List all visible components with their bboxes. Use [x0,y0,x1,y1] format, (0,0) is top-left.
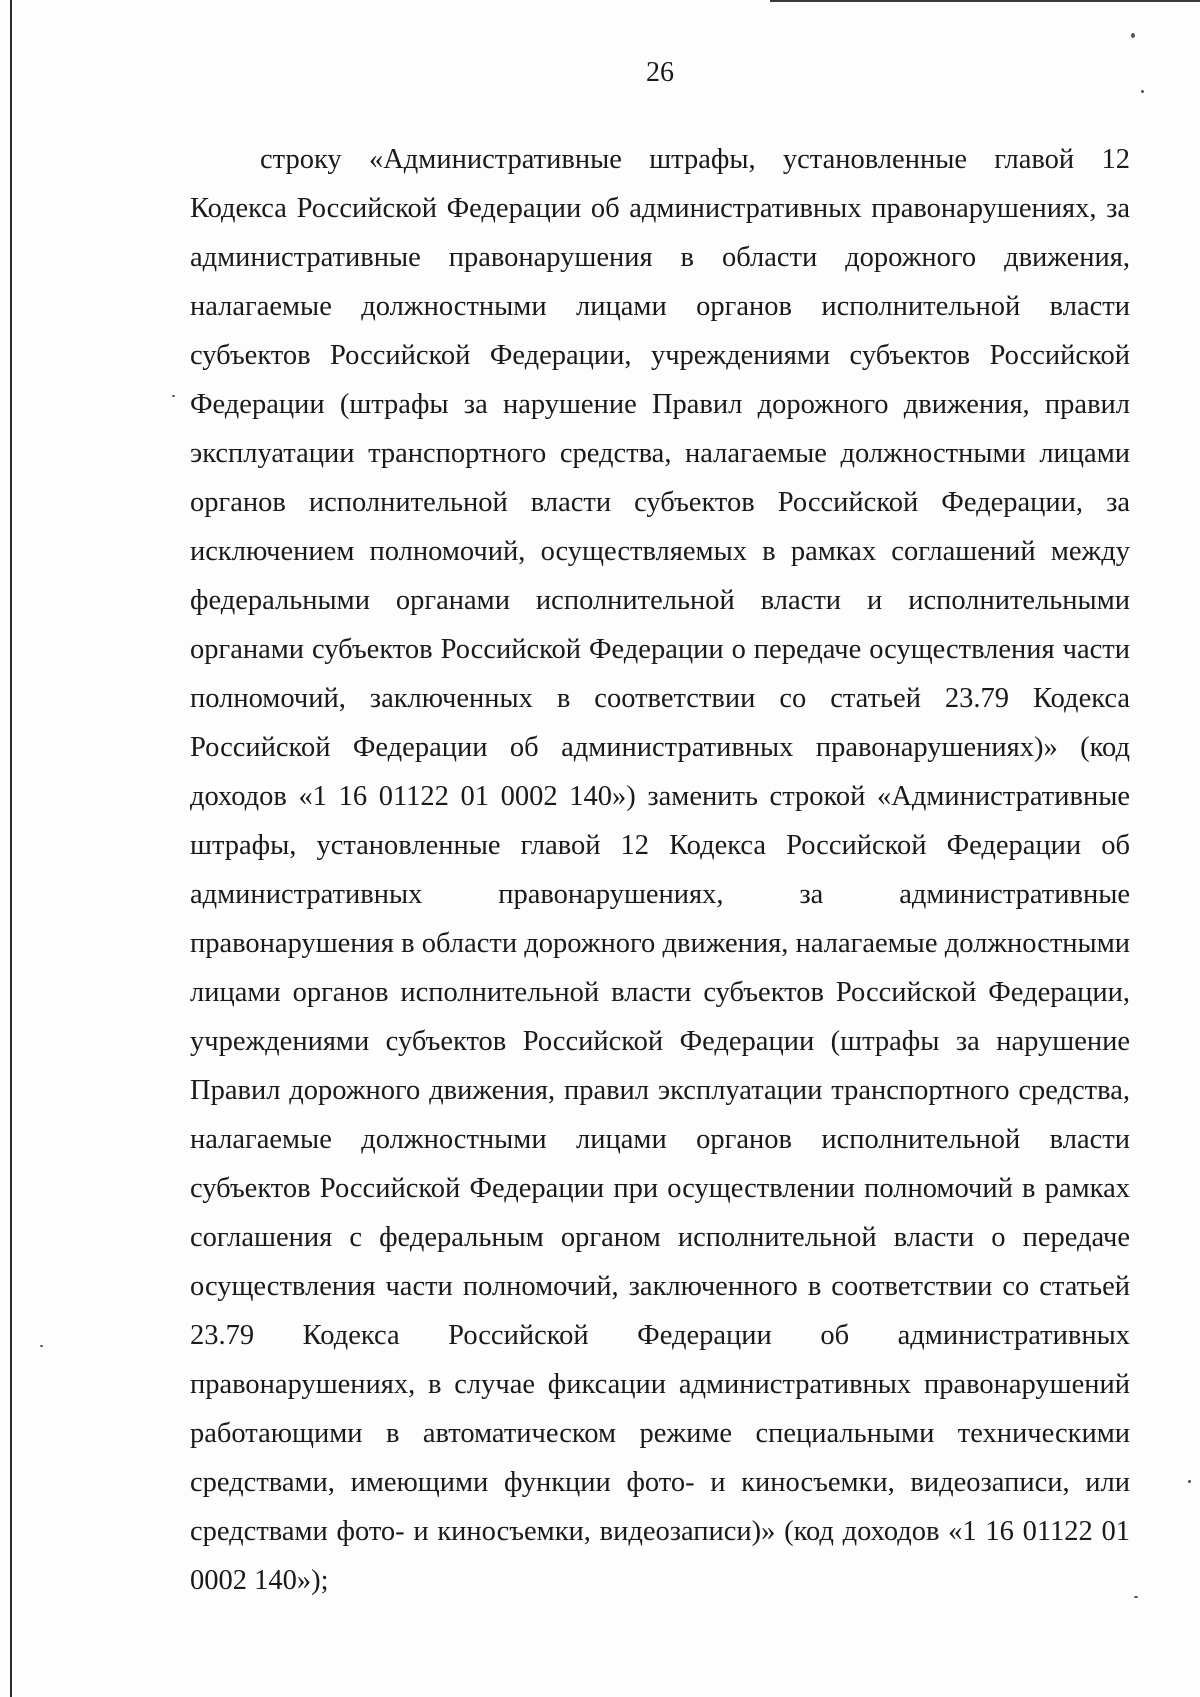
scan-speck [1141,90,1144,93]
scan-left-edge-line [10,0,12,1697]
scan-speck [1134,1596,1138,1598]
body-paragraph: строку «Административные штрафы, установленные главой 12 Кодекса Российской Федерации об административных правонарушениях, за административные правонарушения в области дорожного движения, налагаемые должностными лицами органов исполнительной власти субъектов Российской Федерации, учреждениями субъектов Российской Федерации (штрафы за нарушение Правил дорожного движения, правил эксплуатации транспортного средства, налагаемые должностными лицами органов исполнительной власти субъектов Российской Федерации, за исключением полномочий, осуществляемых в рамках соглашений между федеральными органами исполнительной власти и исполнительными органами субъектов Российской Федерации о передаче осуществления части полномочий, заключенных в соответствии со статьей 23.79 Кодекса Российской Федерации об административных правонарушениях)» (код доходов «1 16 01122 01 0002 140») заменить строкой «Административные штрафы, установленные главой 12 Кодекса Российской Федерации об административных правонарушениях, за административные правонарушения в области дорожного движения, налагаемые должностными лицами органов исполнительной власти субъектов Российской Федерации, учреждениями субъектов Российской Федерации (штрафы за нарушение Правил дорожного движения, правил эксплуатации транспортного средства, налагаемые должностными лицами органов исполнительной власти субъектов Российской Федерации при осуществлении полномочий в рамках соглашения с федеральным органом исполнительной власти о передаче осуществления части полномочий, заключенного в соответствии со статьей 23.79 Кодекса Российской Федерации об административных правонарушениях, в случае фиксации административных правонарушений работающими в автоматическом режиме специальными техническими средствами, имеющими функции фото- и киносъемки, видеозаписи, или средствами фото- и киносъемки, видеозаписи)» (код доходов «1 16 01122 01 0002 140»); [190,144,1130,1596]
scan-speck [1188,1480,1191,1483]
scan-speck [1131,33,1135,38]
scan-top-edge-line [770,0,1200,2]
scan-speck [172,395,175,397]
scan-speck [40,1345,43,1347]
page-number: 26 [646,57,674,88]
